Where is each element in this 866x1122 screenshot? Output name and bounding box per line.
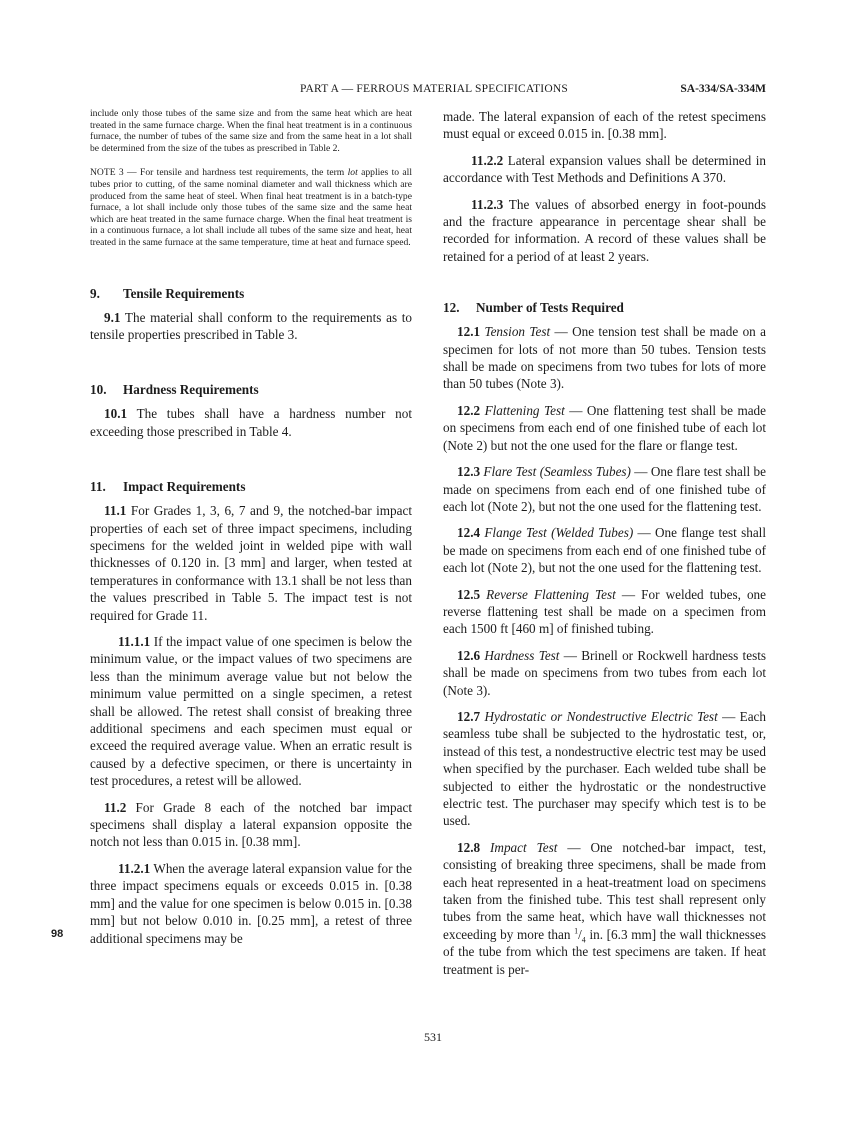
paragraph-11-2-1: 11.2.1 When the average lateral expansion value for the three impact specimens equals or exceeds 0.015 in. [0.38 mm] and the value for one specimen is below 0.015 in. [0.38 mm] but not below 0.010 in. [0.25 mm], a retest of three additional specimens may be <box>90 860 412 946</box>
paragraph-12-8: 12.8 Impact Test — One notched-bar impact, test, consisting of breaking three specimens, shall be made from each heat represented in a heat-treatment load on specimens taken from the finished tube. This test shall represent only tubes from the same heat, which have wall thicknesses not exceeding by more than $^1/_4$ in. [6.3 mm] the wall thicknesses of the tube from which the test specimens are taken. If heat treatment is per- <box>443 839 766 977</box>
note-3-label: NOTE 3 — <box>90 167 137 179</box>
paragraph-11-2-2: 11.2.2 Lateral expansion values shall be determined in accordance with Test Methods and Definitions A 370. <box>443 152 766 186</box>
section-12-heading: 12. Number of Tests Required <box>443 300 624 316</box>
section-9-heading: 9. Tensile Requirements <box>90 285 245 301</box>
fraction-denominator: 4 <box>581 935 586 945</box>
paragraph-12-5: 12.5 Reverse Flattening Test — For welded tubes, one reverse flattening test shall be made on a specimen from each 1500 ft [460 m] of finished tubing. <box>443 586 766 637</box>
paragraph-11-1-1: 11.1.1 If the impact value of one specimen is below the minimum value, or the impact values of two specimens are less than the minimum average value but not below the minimum value permitted on a single specimen, a retest shall be allowed. The retest shall consist of breaking three additional specimens and each specimen must equal or exceed the required average value. When an erratic result is caused by a defective specimen, or there is uncertainty in test procedures, a retest will be allowed. <box>90 634 412 789</box>
paragraph-11-2: 11.2 For Grade 8 each of the notched bar impact specimens shall display a lateral expansion opposite the notch not less than 0.015 in. [0.38 mm]. <box>90 799 412 850</box>
paragraph-12-7: 12.7 Hydrostatic or Nondestructive Electric Test — Each seamless tube shall be subjected to the hydrostatic test, or, instead of this test, a nondestructive electric test may be used when specified by the purchaser. Each welded tube shall be subjected to either the hydrostatic or the nondestructive electric test. The purchaser may specify which test is to be used. <box>443 708 766 829</box>
paragraph-12-6: 12.6 Hardness Test — Brinell or Rockwell hardness tests shall be made on specimens from two tubes from each lot (Note 3). <box>443 647 767 698</box>
intro-paragraph: include only those tubes of the same size and from the same heat which are heat treated in the same furnace charge. When the final heat treatment is in a continuous furnace, the number of tubes of the same size and from the same heat in a lot shall be determined from the size of the tubes as prescribed in Table 2. <box>90 108 412 154</box>
section-10-heading: 10. Hardness Requirements <box>90 382 259 398</box>
section-11-heading: 11. Impact Requirements <box>90 479 246 495</box>
page-number: 531 <box>424 1030 442 1044</box>
running-header <box>90 80 766 98</box>
part-title: PART A — FERROUS MATERIAL SPECIFICATIONS <box>300 83 568 95</box>
note-3: NOTE 3 — For tensile and hardness test requirements, the term lot applies to all tubes prior to cutting, of the same nominal diameter and wall thickness which are produced from the same heat of steel. When final heat treatment is in a batch-type furnace, a lot shall include only those tubes of the same size and the same heat which are heat treated in the same furnace charge. When the final heat treatment is in a continuous furnace, a lot shall include all tubes of the same size and heat, heat treated in the same furnace at the same temperature, time at heat and furnace speed. <box>90 167 413 248</box>
right-column <box>443 108 766 978</box>
paragraph-11-2-3: 11.2.3 The values of absorbed energy in foot-pounds and the fracture appearance in percentage shear shall be recorded for information. A record of these values shall be retained for a period of at least 2 years. <box>443 196 766 264</box>
paragraph-12-1: 12.1 Tension Test — One tension test shall be made on a specimen for lots of not more than 50 tubes. Tension tests shall be made on specimens from two tubes for lots of more than 50 tubes (Note 3). <box>443 324 766 392</box>
spec-code: SA-334/SA-334M <box>680 83 766 95</box>
paragraph-12-2: 12.2 Flattening Test — One flattening test shall be made on specimens from each end of one finished tube of each lot (Note 2) but not the one used for the flare or flange test. <box>443 402 766 453</box>
continued-paragraph: made. The lateral expansion of each of the retest specimens must equal or exceed 0.015 in. [0.38 mm]. <box>443 109 766 142</box>
margin-number: 98 <box>51 928 64 940</box>
paragraph-12-4: 12.4 Flange Test (Welded Tubes) — One flange test shall be made on specimens from each end of one finished tube of each lot (Note 2), but not the one used for the flattening test. <box>443 525 767 576</box>
fraction-numerator: 1 <box>574 926 579 936</box>
paragraph-9-1: 9.1 The material shall conform to the requirements as to tensile properties prescribed in Table 3. <box>90 309 412 342</box>
paragraph-10-1: 10.1 The tubes shall have a hardness number not exceeding those prescribed in Table 4. <box>90 406 412 439</box>
paragraph-12-3: 12.3 Flare Test (Seamless Tubes) — One flare test shall be made on specimens from each end of one finished tube of each lot (Note 2), but not the one used for the flattening test. <box>443 464 766 514</box>
paragraph-11-1: 11.1 For Grades 1, 3, 6, 7 and 9, the notched-bar impact properties of each set of three impact specimens, including specimens for the welded joint in welded pipe with wall thicknesses of 0.120 in. [3 mm] and larger, when tested at temperatures in conformance with 13.1 shall be not less than the values prescribed in Table 5. The impact test is not required for Grade 11. <box>90 503 412 623</box>
left-column <box>90 108 412 947</box>
